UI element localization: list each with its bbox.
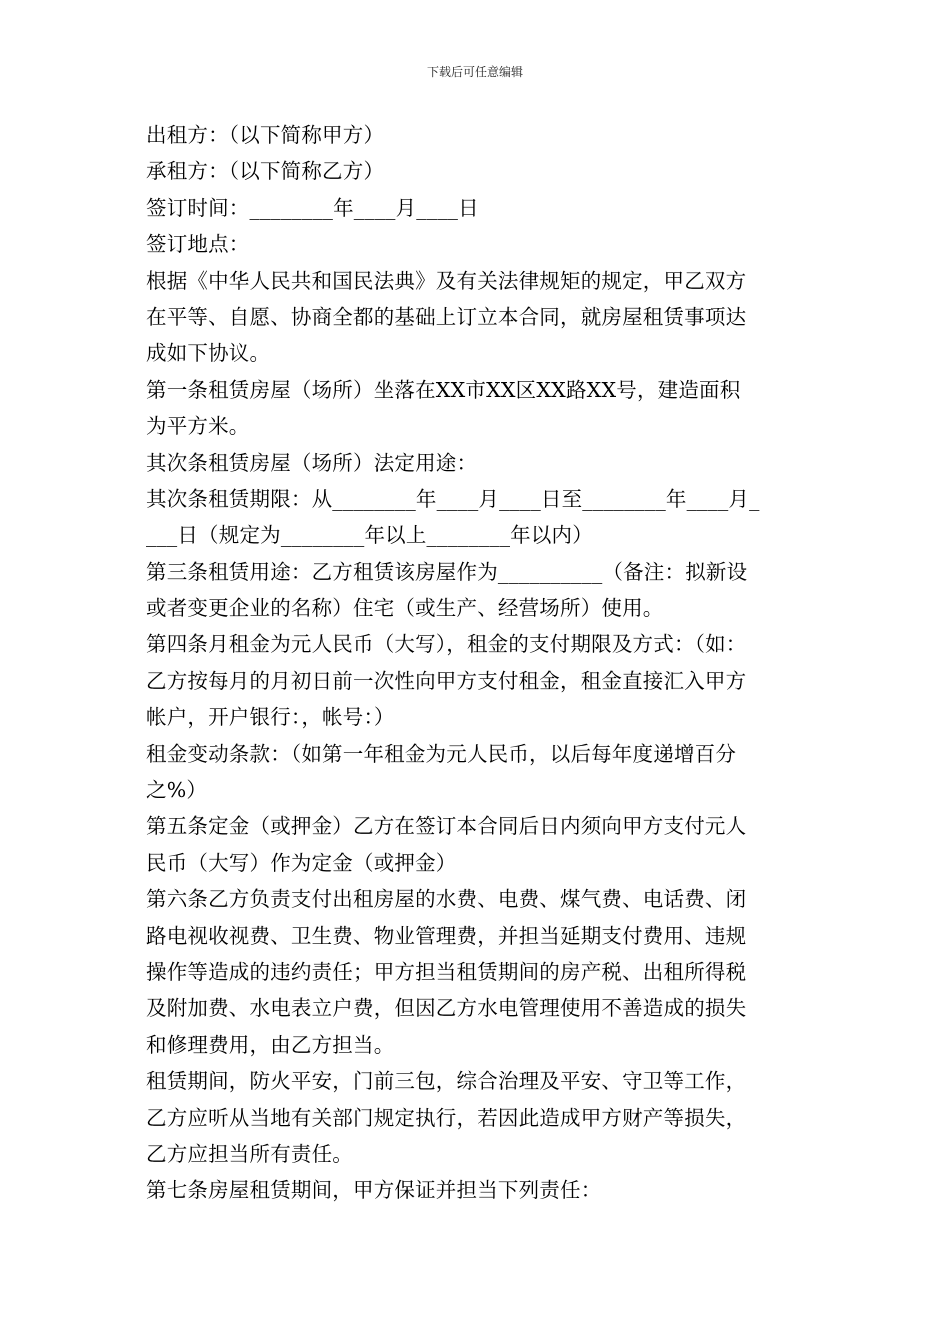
text-line: 租赁期间，防火平安，门前三包，综合治理及平安、守卫等工作， xyxy=(146,1069,747,1094)
text-line: 民币（大写）作为定金（或押金） xyxy=(146,850,457,875)
page-header-note: 下载后可任意编辑 xyxy=(426,65,523,79)
text-line: 乙方应担当所有责任。 xyxy=(146,1141,353,1166)
text-line: 第四条月租金为元人民币（大写），租金的支付期限及方式：（如： xyxy=(146,632,747,657)
text-line: 第六条乙方负责支付出租房屋的水费、电费、煤气费、电话费、闭 xyxy=(146,887,747,912)
text-line: 路电视收视费、卫生费、物业管理费，并担当延期支付费用、违规 xyxy=(146,923,747,948)
text-line: 之%） xyxy=(146,778,208,803)
text-line: 或者变更企业的名称）住宅（或生产、经营场所）使用。 xyxy=(146,596,664,621)
text-line: 第三条租赁用途：乙方租赁该房屋作为__________（备注：拟新设 xyxy=(146,559,748,584)
text-line: 及附加费、水电表立户费，但因乙方水电管理使用不善造成的损失 xyxy=(146,996,747,1021)
document-body xyxy=(146,117,822,1209)
text-line: ___日（规定为________年以上________年以内） xyxy=(146,523,593,548)
text-line: 其次条租赁房屋（场所）法定用途： xyxy=(146,450,478,475)
text-line: 租金变动条款：（如第一年租金为元人民币，以后每年度递增百分 xyxy=(146,741,737,766)
text-line: 操作等造成的违约责任；甲方担当租赁期间的房产税、出租所得税 xyxy=(146,959,747,984)
text-line: 承租方：（以下简称乙方） xyxy=(146,159,385,184)
text-line: 第五条定金（或押金）乙方在签订本合同后日内须向甲方支付元人 xyxy=(146,814,747,839)
text-line: 在平等、自愿、协商全都的基础上订立本合同，就房屋租赁事项达 xyxy=(146,304,747,329)
text-line: 成如下协议。 xyxy=(146,341,271,366)
text-line: 乙方应听从当地有关部门规定执行，若因此造成甲方财产等损失， xyxy=(146,1105,747,1130)
text-line: 出租方：（以下简称甲方） xyxy=(146,123,385,147)
text-line: 根据《中华人民共和国民法典》及有关法律规矩的规定，甲乙双方 xyxy=(146,268,747,293)
text-line: 和修理费用，由乙方担当。 xyxy=(146,1032,395,1057)
text-line: 乙方按每月的月初日前一次性向甲方支付租金，租金直接汇入甲方 xyxy=(146,668,747,693)
text-line: 其次条租赁期限：从________年____月____日至________年____月_ xyxy=(146,486,760,511)
text-line: 第一条租赁房屋（场所）坐落在XX市XX区XX路XX号，建造面积 xyxy=(146,377,741,402)
text-line: 签订地点： xyxy=(146,232,250,257)
text-line: 为平方米。 xyxy=(146,414,250,439)
text-line: 签订时间：________年____月____日 xyxy=(146,195,479,220)
text-line: 帐户，开户银行：，帐号：） xyxy=(146,705,395,730)
text-line: 第七条房屋租赁期间，甲方保证并担当下列责任： xyxy=(146,1178,602,1203)
